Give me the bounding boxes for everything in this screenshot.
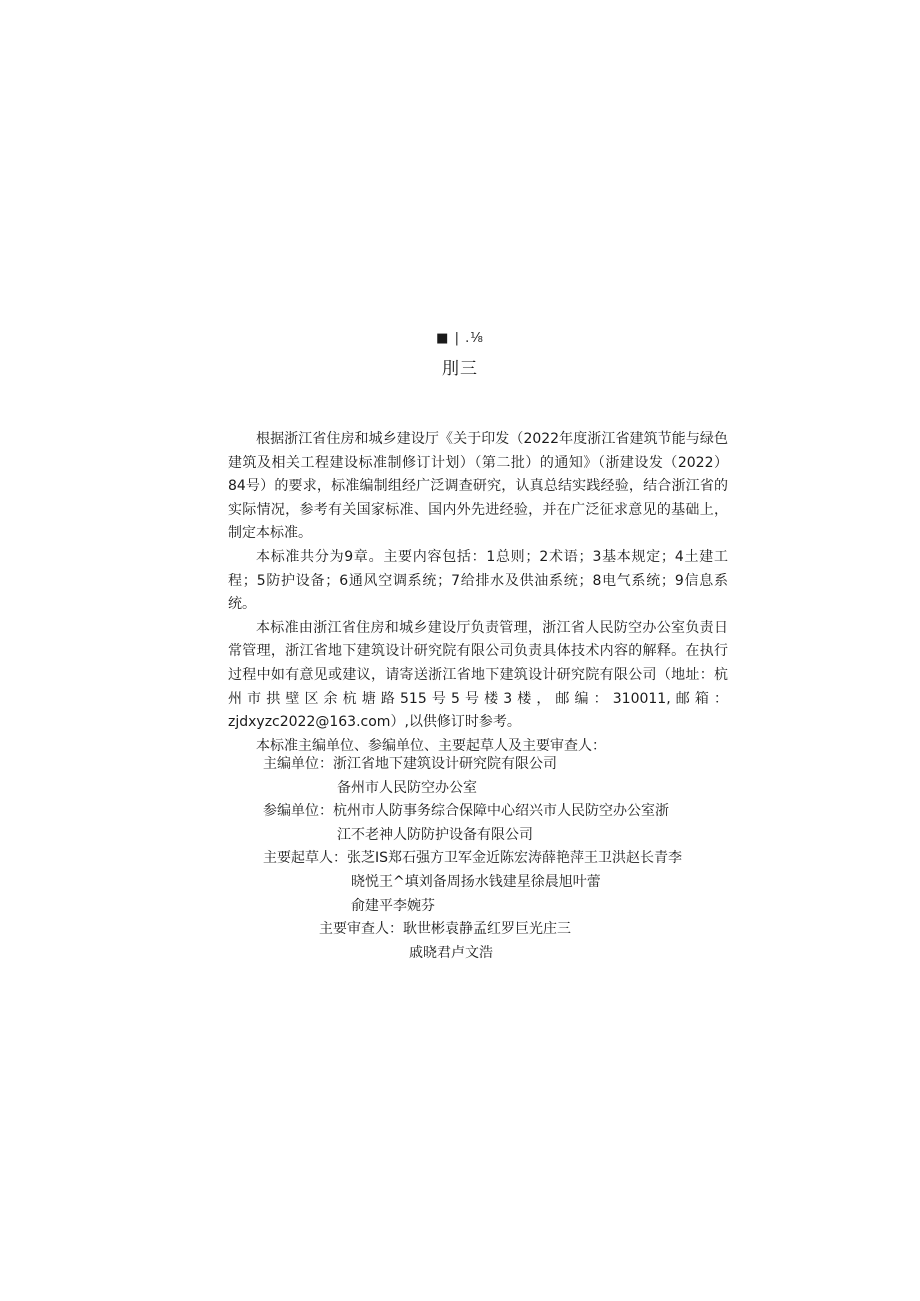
paragraph-chapters: 本标准共分为9章。主要内容包括：1总则；2术语；3基本规定；4土建工程；5防护设备；6通风空调系统；7给排水及供油系统；8电气系统；9信息系统。 bbox=[228, 548, 728, 613]
chief-unit-values bbox=[333, 753, 748, 800]
chief-unit-line: 备州市人民防空办公室 bbox=[337, 779, 477, 796]
participating-unit-label: 参编单位： bbox=[263, 803, 333, 820]
paragraph-credits-intro: 本标准主编单位、参编单位、主要起草人及主要审查人： bbox=[256, 737, 606, 754]
paragraph-basis: 根据浙江省住房和城乡建设厅《关于印发（2022年度浙江省建筑节能与绿色建筑及相关工程建设标准制修订计划）（第二批）的通知》（浙建设发（2022）84号）的要求，标准编制组经广泛调查研究，认真总结实践经验，结合浙江省的实际情况，参考有关国家标准、国内外先进经验，并在广泛征求意见的基础上，制定本标准。 bbox=[228, 431, 728, 542]
chief-unit-row bbox=[228, 753, 748, 800]
reviewers-label: 主要审查人： bbox=[319, 921, 403, 938]
units-list bbox=[228, 753, 748, 965]
drafters-line: 俞建平李婉芬 bbox=[351, 897, 435, 914]
reviewers-line: 耿世彬袁静孟红罗巨光庄三 bbox=[403, 921, 571, 938]
drafters-line: 晓悦王^填刘备周扬水钱建星徐晨旭叶蕾 bbox=[351, 873, 601, 890]
participating-unit-values bbox=[333, 800, 748, 847]
drafters-values bbox=[347, 847, 748, 918]
paragraph-management: 本标准由浙江省住房和城乡建设厅负责管理，浙江省人民防空办公室负责日常管理，浙江省地下建筑设计研究院有限公司负责具体技术内容的解释。在执行过程中如有意见或建议，请寄送浙江省地下建筑设计研究院有限公司（地址：杭州市拱壁区余杭塘路515号5号楼3楼，邮编：310011,邮箱：zjdxyzc2022@163.com）,以供修订时参考。 bbox=[228, 619, 728, 731]
drafters-line: 张芝IS郑石强方卫军金近陈宏涛薛艳萍王卫洪赵长青李 bbox=[347, 850, 683, 867]
section-title: 刖三 bbox=[442, 359, 478, 379]
participating-unit-line: 江不老神人防防护设备有限公司 bbox=[337, 826, 533, 843]
participating-unit-line: 杭州市人防事务综合保障中心绍兴市人民防空办公室浙 bbox=[333, 803, 669, 820]
chief-unit-label: 主编单位： bbox=[263, 756, 333, 772]
reviewers-row bbox=[228, 918, 748, 965]
page-mark: ■ | .⅛ bbox=[436, 331, 484, 346]
preface-body bbox=[228, 428, 728, 758]
drafters-row bbox=[228, 847, 748, 918]
participating-unit-row bbox=[228, 800, 748, 847]
reviewers-line: 戚晓君卢文浩 bbox=[409, 944, 493, 961]
reviewers-values bbox=[403, 918, 748, 965]
drafters-label: 主要起草人： bbox=[263, 850, 347, 867]
chief-unit-line: 浙江省地下建筑设计研究院有限公司 bbox=[333, 756, 557, 772]
